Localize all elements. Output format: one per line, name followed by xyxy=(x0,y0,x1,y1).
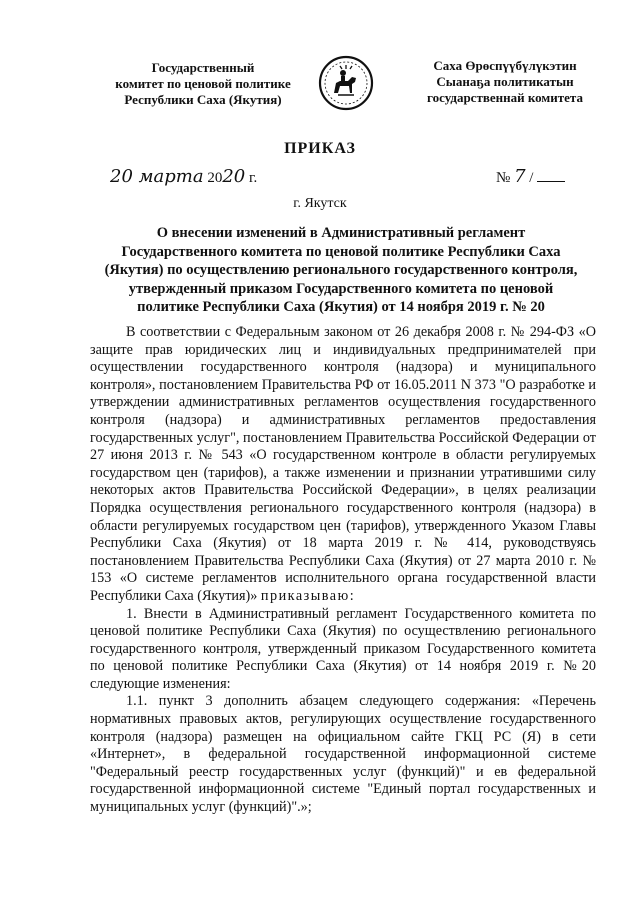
item-1-paragraph: 1. Внести в Административный регламент Государственного комитета по ценовой политике Республики Саха (Якутия) по осуществлению регионального государственного контроля, утвержденный приказом Государственного комитета по ценовой политике Республики Саха (Якутия) от 14 ноября 2019 г. №20 следующие изменения: xyxy=(90,605,596,692)
header-line: Саха Өрөспүүбүлүкэтин xyxy=(433,58,577,73)
document-date xyxy=(110,166,257,187)
subject-line: Государственного комитета по ценовой политике Республики Саха xyxy=(121,243,561,260)
handwritten-day-month: 20 марта xyxy=(110,166,204,187)
item-1-1-paragraph: 1.1. пункт 3 дополнить абзацем следующего содержания: «Перечень нормативных правовых актов, регулирующих осуществление государственного контроля (надзора) размещен на официальном сайте ГКЦ РС (Я) в сети «Интернет», в федеральной государственной информационной системе "Федеральный реестр государственных услуг (функций)" и ев федеральной государственной информационной системе "Единый портал государственных и муниципальных услуг (функций)".»; xyxy=(90,693,596,816)
command-word: приказываю: xyxy=(260,587,356,604)
preamble-text: В соответствии с Федеральным законом от 26 декабря 2008 г. № 294-ФЗ «О защите прав юридических лиц и индивидуальных предпринимателей при осуществлении государственного контроля (надзора) и муниципального контроля», постановлением Правительства РФ от 16.05.2011 N 373 "О разработке и утверждении административных регламентов осуществления государственного контроля (надзора) и административных регламентов предоставления государственных услуг", постановлением Правительства Российской Федерации от 27 июня 2013 г. № 543 «О государственном контроле в области регулируемых государством цен (тарифов), а также изменении и признании утратившими силу некоторых актов Правительства Российской Федерации», в целях реализации Порядка осуществления регионального государственного контроля (надзора) в области регулируемых государством цен (тарифов), утвержденного Указом Главы Республики Саха (Якутия) от 18 марта 2019 г. № 414, руководствуясь постановлением Правительства Республики Саха (Якутия) от 27 марта 2010 г. № 153 «О системе регламентов исполнительного органа государственной власти Республики Саха (Якутия)» xyxy=(90,324,596,604)
document-number xyxy=(496,166,565,187)
subject-line: О внесении изменений в Административный регламент xyxy=(156,225,526,241)
subject-line: утвержденный приказом Государственного комитета по ценовой xyxy=(128,280,554,297)
number-sign: № xyxy=(496,170,511,186)
document-subject xyxy=(88,224,594,317)
header-line: государственнай комитета xyxy=(427,90,583,105)
document-type-title: ПРИКАЗ xyxy=(284,140,356,157)
city-line: г. Якутск xyxy=(293,196,347,211)
yakutia-coat-of-arms-icon xyxy=(318,55,374,111)
issuer-header-russian xyxy=(98,60,308,108)
subject-line: (Якутия) по осуществлению регионального государственного контроля, xyxy=(104,262,578,278)
issuer-header-yakut xyxy=(400,58,610,106)
subject-line: политике Республики Саха (Якутия) от 14 ноября 2019 г. № 20 xyxy=(137,299,545,315)
number-blank-line xyxy=(537,167,565,182)
year-prefix: 20 xyxy=(207,170,223,186)
handwritten-number: 7 xyxy=(514,166,526,187)
header-line: Государственный xyxy=(151,60,255,75)
header-line: Республики Саха (Якутия) xyxy=(124,92,282,107)
document-body xyxy=(90,324,596,817)
header-line: комитет по ценовой политике xyxy=(115,76,291,91)
number-slash: / xyxy=(529,170,534,186)
preamble-paragraph xyxy=(90,324,596,606)
header-line: Сыанаҕа политикатын xyxy=(436,74,574,89)
handwritten-year-suffix: 20 xyxy=(222,166,246,187)
year-abbrev: г. xyxy=(249,170,258,186)
